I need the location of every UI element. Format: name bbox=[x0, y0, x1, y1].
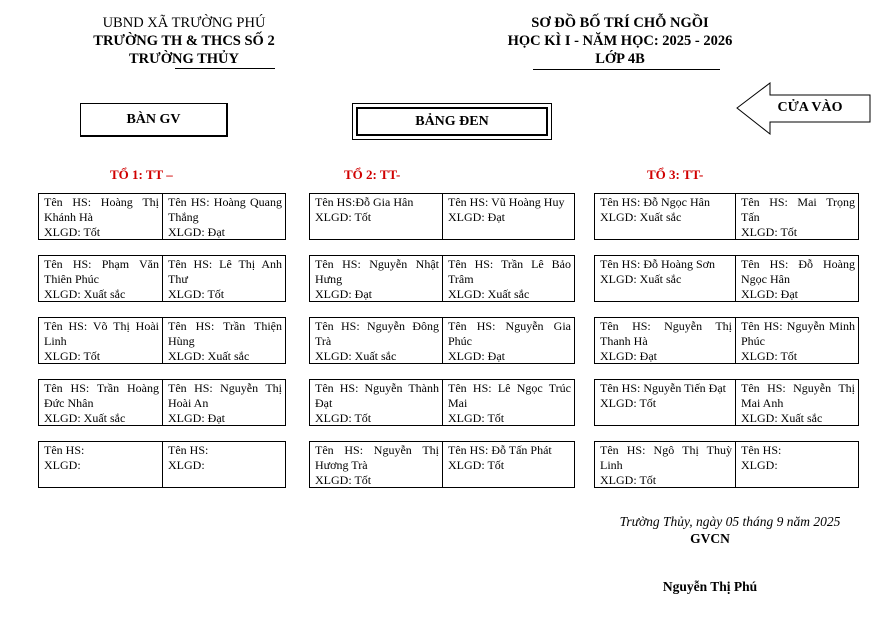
student-grade: XLGD: Xuất sắc bbox=[741, 411, 823, 425]
teacher-name: Nguyễn Thị Phú bbox=[662, 579, 758, 594]
group-1-title: TỔ 1: TT – bbox=[110, 167, 173, 182]
student-grade: XLGD: Xuất sắc bbox=[600, 210, 682, 224]
seat bbox=[310, 380, 442, 425]
student-name: Tên HS: Nguyễn Thị Hoài An bbox=[168, 381, 282, 410]
student-name: Tên HS: bbox=[168, 443, 209, 457]
document-title: SƠ ĐỒ BỐ TRÍ CHỖ NGỒI bbox=[531, 15, 709, 31]
seat bbox=[162, 380, 285, 425]
seat bbox=[310, 194, 442, 239]
seat bbox=[442, 194, 574, 239]
student-grade: XLGD: Đạt bbox=[315, 287, 372, 301]
desk bbox=[38, 379, 286, 426]
student-name: Tên HS: Nguyễn Thị Thanh Hà bbox=[600, 319, 732, 348]
desk bbox=[594, 317, 859, 364]
student-grade: XLGD: Tốt bbox=[600, 396, 657, 410]
desk bbox=[309, 379, 575, 426]
student-grade: XLGD: Đạt bbox=[600, 349, 657, 363]
desk bbox=[309, 441, 575, 488]
seat bbox=[39, 442, 162, 487]
seat bbox=[735, 256, 858, 301]
student-grade: XLGD: Tốt bbox=[741, 225, 798, 239]
student-name: Tên HS: Mai Trọng Tấn bbox=[741, 195, 855, 224]
seat bbox=[595, 318, 735, 363]
student-grade: XLGD: Tốt bbox=[600, 473, 657, 487]
seat bbox=[310, 318, 442, 363]
desk bbox=[38, 193, 286, 240]
student-name: Tên HS: bbox=[741, 443, 782, 457]
group-3-title: TỔ 3: TT- bbox=[647, 167, 704, 182]
student-name: Tên HS: Nguyễn Minh Phúc bbox=[741, 319, 855, 348]
student-name: Tên HS: Nguyễn Thị Mai Anh bbox=[741, 381, 855, 410]
student-name: Tên HS: Phạm Văn Thiên Phúc bbox=[44, 257, 159, 286]
student-name: Tên HS: Nguyễn Thành Đạt bbox=[315, 381, 439, 410]
student-grade: XLGD: Đạt bbox=[448, 210, 505, 224]
student-name: Tên HS: Nguyễn Đông Trà bbox=[315, 319, 439, 348]
student-grade: XLGD: Xuất sắc bbox=[44, 287, 126, 301]
seat bbox=[735, 380, 858, 425]
student-grade: XLGD: Tốt bbox=[448, 458, 505, 472]
seat bbox=[442, 442, 574, 487]
seat bbox=[310, 442, 442, 487]
student-grade: XLGD: Tốt bbox=[44, 349, 101, 363]
header-left-underline bbox=[175, 68, 275, 69]
desk bbox=[594, 193, 859, 240]
student-name: Tên HS:Đỗ Gia Hân bbox=[315, 195, 414, 209]
teacher-desk bbox=[80, 103, 228, 137]
student-name: Tên HS: Đỗ Ngọc Hân bbox=[600, 195, 710, 209]
student-grade: XLGD: bbox=[44, 458, 81, 472]
student-name: Tên HS: Hoàng Thị Khánh Hà bbox=[44, 195, 159, 224]
student-name: Tên HS: Đỗ Hoàng Ngọc Hân bbox=[741, 257, 855, 286]
student-grade: XLGD: bbox=[168, 458, 205, 472]
seat bbox=[735, 442, 858, 487]
student-name: Tên HS: Nguyễn Thị Hương Trà bbox=[315, 443, 439, 472]
student-name: Tên HS: Trần Thiện Hùng bbox=[168, 319, 282, 348]
student-name: Tên HS: Nguyễn Nhật Hưng bbox=[315, 257, 439, 286]
seat bbox=[595, 380, 735, 425]
student-name: Tên HS: Hoàng Quang Thắng bbox=[168, 195, 282, 224]
student-grade: XLGD: Tốt bbox=[315, 411, 372, 425]
student-name: Tên HS: Nguyễn Gia Phúc bbox=[448, 319, 571, 348]
seat bbox=[442, 318, 574, 363]
desk bbox=[594, 441, 859, 488]
student-grade: XLGD: Tốt bbox=[315, 473, 372, 487]
student-grade: XLGD: Xuất sắc bbox=[448, 287, 530, 301]
seat bbox=[162, 318, 285, 363]
student-grade: XLGD: Xuất sắc bbox=[44, 411, 126, 425]
seat bbox=[442, 380, 574, 425]
student-name: Tên HS: Vũ Hoàng Huy bbox=[448, 195, 565, 209]
student-grade: XLGD: Tốt bbox=[741, 349, 798, 363]
student-name: Tên HS: Lê Ngọc Trúc Mai bbox=[448, 381, 571, 410]
student-name: Tên HS: Nguyễn Tiến Đạt bbox=[600, 381, 726, 395]
desk bbox=[309, 317, 575, 364]
student-name: Tên HS: Võ Thị Hoài Linh bbox=[44, 319, 159, 348]
desk bbox=[38, 317, 286, 364]
blackboard-label: BẢNG ĐEN bbox=[415, 113, 489, 129]
desk bbox=[594, 255, 859, 302]
desk bbox=[309, 255, 575, 302]
student-name: Tên HS: bbox=[44, 443, 85, 457]
student-grade: XLGD: Tốt bbox=[168, 287, 225, 301]
blackboard bbox=[352, 103, 552, 140]
school-name: TRƯỜNG TH & THCS SỐ 2 bbox=[93, 33, 275, 49]
student-grade: XLGD: Xuất sắc bbox=[315, 349, 397, 363]
student-grade: XLGD: Đạt bbox=[448, 349, 505, 363]
student-grade: XLGD: Đạt bbox=[741, 287, 798, 301]
desk bbox=[594, 379, 859, 426]
seat bbox=[595, 442, 735, 487]
desk bbox=[38, 441, 286, 488]
seat bbox=[442, 256, 574, 301]
seat bbox=[162, 256, 285, 301]
student-grade: XLGD: Tốt bbox=[44, 225, 101, 239]
student-grade: XLGD: Đạt bbox=[168, 411, 225, 425]
entrance-label: CỬA VÀO bbox=[777, 100, 843, 115]
seat bbox=[39, 380, 162, 425]
seat bbox=[162, 442, 285, 487]
seat bbox=[595, 256, 735, 301]
student-name: Tên HS: Trần Lê Bảo Trâm bbox=[448, 257, 571, 286]
district-name: UBND XÃ TRƯỜNG PHÚ bbox=[102, 15, 266, 31]
desk bbox=[309, 193, 575, 240]
student-name: Tên HS: Trần Hoàng Đức Nhân bbox=[44, 381, 159, 410]
group-2-title: TỔ 2: TT- bbox=[344, 167, 401, 182]
seat bbox=[735, 194, 858, 239]
seat bbox=[310, 256, 442, 301]
teacher-desk-label: BÀN GV bbox=[126, 111, 181, 127]
student-name: Tên HS: Ngô Thị Thuỳ Linh bbox=[600, 443, 732, 472]
school-location: TRƯỜNG THỦY bbox=[129, 51, 239, 67]
student-grade: XLGD: Tốt bbox=[448, 411, 505, 425]
student-name: Tên HS: Đỗ Tấn Phát bbox=[448, 443, 552, 457]
student-grade: XLGD: Xuất sắc bbox=[600, 272, 682, 286]
class-name: LỚP 4B bbox=[595, 51, 645, 67]
seat bbox=[39, 256, 162, 301]
place-date: Trường Thủy, ngày 05 tháng 9 năm 2025 bbox=[619, 514, 841, 529]
student-grade: XLGD: Tốt bbox=[315, 210, 372, 224]
student-name: Tên HS: Lê Thị Anh Thư bbox=[168, 257, 282, 286]
seat bbox=[39, 318, 162, 363]
header-right-underline bbox=[533, 69, 720, 70]
student-grade: XLGD: bbox=[741, 458, 778, 472]
seat bbox=[735, 318, 858, 363]
semester-year: HỌC KÌ I - NĂM HỌC: 2025 - 2026 bbox=[507, 33, 733, 49]
seat bbox=[39, 194, 162, 239]
signer-role: GVCN bbox=[690, 531, 730, 546]
student-name: Tên HS: Đỗ Hoàng Sơn bbox=[600, 257, 716, 271]
student-grade: XLGD: Xuất sắc bbox=[168, 349, 250, 363]
seat bbox=[595, 194, 735, 239]
desk bbox=[38, 255, 286, 302]
student-grade: XLGD: Đạt bbox=[168, 225, 225, 239]
seat bbox=[162, 194, 285, 239]
